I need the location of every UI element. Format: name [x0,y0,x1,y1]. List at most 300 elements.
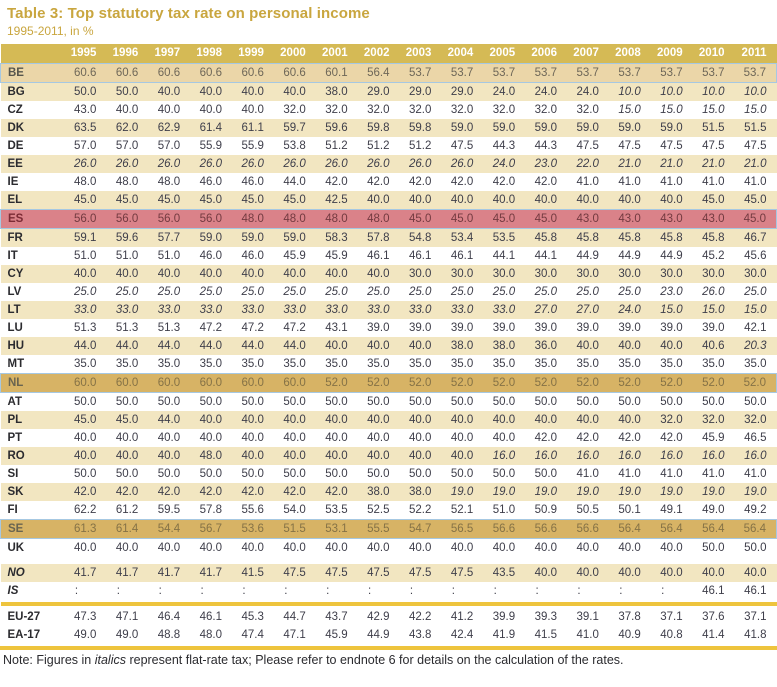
cell-at-2007: 50.0 [576,395,599,408]
cell-no-2009: 40.0 [660,566,683,579]
cell-bg-1999: 40.0 [241,85,264,98]
cell-el-1997: 45.0 [157,193,181,206]
cell-ie-2009: 41.0 [660,175,683,188]
country-code-nl: NL [1,374,65,393]
cell-ie-2008: 41.0 [618,175,641,188]
cell-hu-2011: 20.3 [744,339,767,352]
table-row-uk [1,539,777,558]
cell-it-2006: 44.1 [534,249,557,262]
table-row-ea-17 [1,626,777,644]
cell-si-2002: 50.0 [367,467,390,480]
cell-lv-2010: 26.0 [702,285,725,298]
country-code-ea-17: EA-17 [7,628,41,641]
cell-fr-2009: 45.8 [660,231,683,244]
cell-cz-1998: 40.0 [199,103,222,116]
cell-se-2000: 51.5 [274,520,316,539]
cell-lu-2008: 39.0 [618,321,641,334]
cell-bg-2009: 10.0 [660,85,683,98]
cell-de-1999: 55.9 [241,139,264,152]
cell-at-2009: 50.0 [660,395,683,408]
cell-cz-2011: 15.0 [744,103,767,116]
country-code-se: SE [1,520,65,539]
table-row-be [1,64,777,83]
cell-ro-2010: 16.0 [702,449,725,462]
cell-no-2008: 40.0 [618,566,641,579]
cell-be-1997: 60.6 [148,64,190,83]
cell-nl-2002: 52.0 [358,374,400,393]
cell-is-2011: 46.1 [744,584,767,597]
cell-no-2010: 40.0 [702,566,725,579]
cell-nl-2001: 52.0 [316,374,358,393]
cell-sk-1995: 42.0 [73,485,97,498]
cell-ie-2011: 41.0 [744,175,767,188]
cell-cy-2000: 40.0 [283,267,306,280]
cell-dk-1998: 61.4 [199,121,222,134]
cell-ro-2006: 16.0 [534,449,557,462]
table-row-eu-27 [1,607,777,626]
year-header-2009: 2009 [651,44,693,64]
cell-si-2008: 41.0 [618,467,641,480]
cell-mt-2007: 35.0 [576,357,599,370]
cell-el-1996: 45.0 [115,193,139,206]
cell-sk-1996: 42.0 [115,485,139,498]
cell-es-2007: 43.0 [567,210,609,229]
cell-lt-2010: 15.0 [702,303,725,316]
cell-de-2009: 47.5 [660,139,683,152]
year-header-1996: 1996 [106,44,148,64]
cell-lt-2001: 33.0 [325,303,348,316]
cell-mt-2003: 35.0 [408,357,432,370]
country-code-uk: UK [7,541,25,554]
cell-lt-2008: 24.0 [618,303,641,316]
cell-nl-2009: 52.0 [651,374,693,393]
cell-cy-2001: 40.0 [325,267,348,280]
year-header-2008: 2008 [609,44,651,64]
cell-cy-2008: 30.0 [618,267,641,280]
cell-ee-2010: 21.0 [702,157,725,170]
cell-lv-1996: 25.0 [115,285,139,298]
cell-ro-2011: 16.0 [744,449,767,462]
cell-mt-2008: 35.0 [618,357,641,370]
cell-lt-2005: 33.0 [492,303,516,316]
cell-eu-27-2004: 41.2 [450,610,474,623]
cell-sk-2001: 42.0 [325,485,348,498]
cell-uk-2003: 40.0 [408,541,432,554]
cell-cz-2003: 32.0 [408,103,432,116]
note-italics-word: italics [94,653,126,667]
cell-uk-2007: 40.0 [576,541,599,554]
cell-cz-2001: 32.0 [325,103,348,116]
cell-no-2005: 43.5 [492,566,516,579]
cell-lv-2008: 25.0 [618,285,641,298]
cell-lv-2001: 25.0 [325,285,348,298]
cell-hu-2005: 38.0 [492,339,516,352]
cell-sk-2009: 19.0 [660,485,683,498]
cell-se-2010: 56.4 [693,520,735,539]
cell-be-2001: 60.1 [316,64,358,83]
cell-ea-17-2003: 43.8 [408,628,432,641]
cell-hu-1998: 44.0 [199,339,222,352]
cell-is-2004: : [451,584,455,597]
cell-at-1996: 50.0 [115,395,139,408]
cell-no-2007: 40.0 [576,566,599,579]
cell-ee-1999: 26.0 [241,157,264,170]
cell-bg-2007: 24.0 [576,85,599,98]
cell-is-2000: : [284,584,288,597]
cell-sk-2004: 19.0 [450,485,474,498]
cell-es-2004: 45.0 [441,210,483,229]
cell-pl-2004: 40.0 [450,413,474,426]
cell-el-2005: 40.0 [492,193,516,206]
cell-ea-17-2008: 40.9 [618,628,641,641]
cell-eu-27-2010: 37.6 [702,610,725,623]
cell-ea-17-1995: 49.0 [73,628,97,641]
cell-is-2002: : [367,584,372,597]
cell-si-2000: 50.0 [283,467,306,480]
cell-it-2003: 46.1 [408,249,432,262]
cell-ee-2005: 24.0 [492,157,516,170]
table-row-fr [1,229,777,248]
cell-lv-2011: 25.0 [744,285,767,298]
cell-cy-2010: 30.0 [702,267,725,280]
cell-cy-1997: 40.0 [157,267,181,280]
cell-uk-2006: 40.0 [534,541,557,554]
cell-ea-17-2004: 42.4 [450,628,474,641]
cell-ie-2001: 42.0 [325,175,348,188]
cell-be-1999: 60.6 [232,64,274,83]
cell-si-2003: 50.0 [408,467,432,480]
cell-ro-1999: 40.0 [241,449,264,462]
cell-ro-2003: 40.0 [408,449,432,462]
cell-fi-2003: 52.2 [408,503,432,516]
cell-pl-2008: 40.0 [618,413,641,426]
cell-pt-2009: 42.0 [660,431,683,444]
cell-bg-2008: 10.0 [618,85,641,98]
cell-hu-2004: 38.0 [450,339,474,352]
cell-de-2002: 51.2 [367,139,390,152]
table-row-se [1,520,777,539]
cell-si-2007: 41.0 [576,467,599,480]
cell-sk-2000: 42.0 [283,485,306,498]
cell-si-1996: 50.0 [115,467,139,480]
cell-lv-2005: 25.0 [492,285,516,298]
cell-fi-1997: 59.5 [157,503,181,516]
cell-es-2008: 43.0 [609,210,651,229]
country-code-mt: MT [7,357,25,370]
cell-el-2008: 40.0 [618,193,641,206]
cell-cy-2003: 30.0 [408,267,432,280]
cell-fr-2006: 45.8 [534,231,557,244]
cell-pl-2011: 32.0 [744,413,767,426]
cell-uk-2000: 40.0 [283,541,306,554]
cell-mt-2006: 35.0 [534,357,557,370]
cell-el-2010: 45.0 [702,193,725,206]
table-row-si [1,465,777,483]
table-row-mt [1,355,777,374]
year-header-2001: 2001 [316,44,358,64]
country-code-hu: HU [7,339,25,352]
cell-it-2010: 45.2 [702,249,725,262]
cell-ee-1995: 26.0 [73,157,97,170]
table-row-cy [1,265,777,283]
cell-pt-1996: 40.0 [115,431,139,444]
cell-sk-2002: 38.0 [367,485,390,498]
cell-es-2000: 48.0 [274,210,316,229]
cell-bg-2001: 38.0 [325,85,348,98]
cell-ee-2001: 26.0 [325,157,348,170]
cell-uk-2004: 40.0 [450,541,474,554]
cell-bg-2010: 10.0 [702,85,725,98]
cell-dk-2004: 59.0 [450,121,474,134]
cell-pt-2001: 40.0 [325,431,348,444]
cell-dk-2001: 59.6 [325,121,348,134]
cell-bg-1997: 40.0 [157,85,181,98]
cell-sk-1998: 42.0 [199,485,222,498]
country-code-cy: CY [7,267,24,280]
cell-fr-1998: 59.0 [199,231,222,244]
year-header-2007: 2007 [567,44,609,64]
cell-ie-1998: 46.0 [199,175,222,188]
country-code-ro: RO [7,449,25,462]
cell-hu-1995: 44.0 [73,339,97,352]
cell-it-2005: 44.1 [492,249,516,262]
cell-no-2000: 47.5 [283,566,306,579]
cell-is-2005: : [493,584,497,597]
table-row-it [1,247,777,265]
cell-hu-1999: 44.0 [241,339,264,352]
cell-cy-1996: 40.0 [115,267,139,280]
cell-fr-2001: 58.3 [325,231,348,244]
cell-dk-2009: 59.0 [660,121,683,134]
cell-pt-1997: 40.0 [157,431,181,444]
cell-cy-2007: 30.0 [576,267,599,280]
cell-pt-2002: 40.0 [367,431,390,444]
cell-el-1995: 45.0 [73,193,97,206]
cell-pt-2004: 40.0 [450,431,474,444]
cell-cz-2002: 32.0 [367,103,390,116]
cell-cz-2010: 15.0 [702,103,725,116]
cell-el-2006: 40.0 [534,193,557,206]
cell-is-1996: : [116,584,120,597]
cell-si-1998: 50.0 [199,467,222,480]
cell-fi-2008: 50.1 [618,503,641,516]
cell-cy-2006: 30.0 [534,267,557,280]
cell-el-2000: 45.0 [283,193,306,206]
cell-is-2010: 46.1 [702,584,725,597]
row-gap [1,557,777,564]
cell-fr-2003: 54.8 [408,231,432,244]
cell-fi-2002: 52.5 [367,503,390,516]
country-code-ee: EE [7,157,23,170]
year-header-2003: 2003 [400,44,442,64]
cell-is-1999: : [242,584,246,597]
cell-ea-17-2005: 41.9 [492,628,516,641]
cell-no-1999: 41.5 [241,566,264,579]
cell-bg-2011: 10.0 [744,85,767,98]
cell-ea-17-2010: 41.4 [702,628,725,641]
cell-nl-1996: 60.0 [106,374,148,393]
cell-no-2002: 47.5 [367,566,390,579]
table-row-cz [1,101,777,119]
cell-pl-1999: 40.0 [241,413,264,426]
cell-sk-2003: 38.0 [408,485,432,498]
country-code-es: ES [1,210,65,229]
cell-si-2005: 50.0 [492,467,516,480]
cell-is-2006: : [535,584,539,597]
cell-fr-2011: 46.7 [744,231,767,244]
table-row-fi [1,501,777,520]
cell-it-2001: 45.9 [325,249,348,262]
cell-fi-2009: 49.1 [660,503,683,516]
cell-fi-2011: 49.2 [744,503,767,516]
cell-pl-2007: 40.0 [576,413,599,426]
cell-de-1996: 57.0 [115,139,139,152]
cell-pl-1998: 40.0 [199,413,222,426]
cell-de-2004: 47.5 [450,139,474,152]
cell-at-2005: 50.0 [492,395,516,408]
table-title: Table 3: Top statutory tax rate on personal income [7,5,370,22]
country-code-pt: PT [7,431,23,444]
cell-mt-2005: 35.0 [492,357,516,370]
cell-se-1995: 61.3 [65,520,107,539]
cell-uk-2011: 50.0 [744,541,767,554]
cell-it-2002: 46.1 [367,249,390,262]
cell-ea-17-2002: 44.9 [367,628,390,641]
cell-eu-27-2009: 37.1 [660,610,683,623]
cell-nl-2000: 60.0 [274,374,316,393]
cell-be-2005: 53.7 [483,64,525,83]
cell-de-2006: 44.3 [534,139,557,152]
cell-pl-2002: 40.0 [367,413,390,426]
cell-mt-2002: 35.0 [367,357,390,370]
cell-cz-2008: 15.0 [618,103,641,116]
cell-bg-2003: 29.0 [408,85,432,98]
cell-eu-27-2007: 39.1 [576,610,599,623]
tax-rate-table [0,44,777,644]
table-body [1,64,777,645]
cell-pt-1998: 40.0 [199,431,222,444]
cell-pt-2003: 40.0 [408,431,432,444]
cell-pt-2005: 40.0 [492,431,516,444]
cell-cy-1995: 40.0 [73,267,97,280]
cell-lv-1995: 25.0 [73,285,97,298]
cell-pt-2006: 42.0 [534,431,557,444]
cell-is-2009: : [661,584,665,597]
cell-be-1995: 60.6 [65,64,107,83]
cell-be-2002: 56.4 [358,64,400,83]
cell-pt-2008: 42.0 [618,431,641,444]
cell-fi-1998: 57.8 [199,503,222,516]
cell-ie-2002: 42.0 [367,175,390,188]
cell-se-1998: 56.7 [190,520,232,539]
cell-ro-2000: 40.0 [283,449,306,462]
cell-fi-2010: 49.0 [702,503,725,516]
cell-it-1999: 46.0 [241,249,264,262]
cell-nl-2008: 52.0 [609,374,651,393]
cell-ee-2004: 26.0 [450,157,474,170]
note-suffix: represent flat-rate tax; Please refer to endnote 6 for details on the calculation of the rates. [125,653,624,667]
cell-is-2001: : [326,584,330,597]
country-code-bg: BG [7,85,25,98]
cell-lv-1998: 25.0 [199,285,222,298]
cell-se-1997: 54.4 [148,520,190,539]
cell-ro-2009: 16.0 [660,449,683,462]
cell-ro-2004: 40.0 [450,449,474,462]
cell-cz-2007: 32.0 [576,103,599,116]
cell-el-2011: 45.0 [744,193,767,206]
cell-cy-2002: 40.0 [367,267,390,280]
row-gap-cell [1,557,777,564]
cell-de-2000: 53.8 [283,139,306,152]
cell-sk-2011: 19.0 [744,485,767,498]
cell-be-2009: 53.7 [651,64,693,83]
country-code-ie: IE [7,175,19,188]
cell-es-2006: 45.0 [525,210,567,229]
cell-bg-2002: 29.0 [367,85,390,98]
cell-el-2003: 40.0 [408,193,432,206]
cell-fr-2005: 53.5 [492,231,516,244]
cell-at-2008: 50.0 [618,395,641,408]
cell-lu-1997: 51.3 [157,321,181,334]
cell-uk-2009: 40.0 [660,541,683,554]
country-code-eu-27: EU-27 [7,610,41,623]
cell-dk-2005: 59.0 [492,121,516,134]
cell-mt-1997: 35.0 [157,357,181,370]
cell-fr-2010: 45.8 [702,231,725,244]
cell-fr-2007: 45.8 [576,231,599,244]
table-row-lv [1,283,777,301]
cell-de-2005: 44.3 [492,139,516,152]
cell-at-2001: 50.0 [325,395,348,408]
cell-lu-1998: 47.2 [199,321,222,334]
cell-mt-1996: 35.0 [115,357,139,370]
cell-ie-2004: 42.0 [450,175,474,188]
cell-fr-2008: 45.8 [618,231,641,244]
cell-lt-2006: 27.0 [534,303,557,316]
cell-lu-1995: 51.3 [73,321,97,334]
table-note [0,650,777,668]
cell-eu-27-1998: 46.1 [199,610,222,623]
cell-fi-1999: 55.6 [241,503,264,516]
year-header-2011: 2011 [735,44,777,64]
year-header-1997: 1997 [148,44,190,64]
cell-eu-27-2000: 44.7 [283,610,306,623]
cell-ea-17-2000: 47.1 [283,628,306,641]
cell-el-1999: 45.0 [241,193,264,206]
cell-be-2000: 60.6 [274,64,316,83]
cell-es-2009: 43.0 [651,210,693,229]
cell-ro-1998: 48.0 [199,449,222,462]
cell-eu-27-2002: 42.9 [367,610,390,623]
cell-dk-2006: 59.0 [534,121,557,134]
cell-ro-2001: 40.0 [325,449,348,462]
corner-cell [1,44,65,64]
country-code-be: BE [1,64,65,83]
cell-at-2000: 50.0 [283,395,306,408]
cell-dk-1999: 61.1 [241,121,264,134]
cell-is-2003: : [409,584,414,597]
cell-pt-1995: 40.0 [73,431,97,444]
cell-lv-1999: 25.0 [241,285,264,298]
cell-be-2008: 53.7 [609,64,651,83]
cell-lt-2004: 33.0 [450,303,474,316]
cell-it-2004: 46.1 [450,249,474,262]
cell-lu-2009: 39.0 [660,321,683,334]
cell-fi-1995: 62.2 [73,503,97,516]
table-row-at [1,393,777,412]
cell-no-2004: 47.5 [450,566,474,579]
cell-si-2001: 50.0 [325,467,348,480]
